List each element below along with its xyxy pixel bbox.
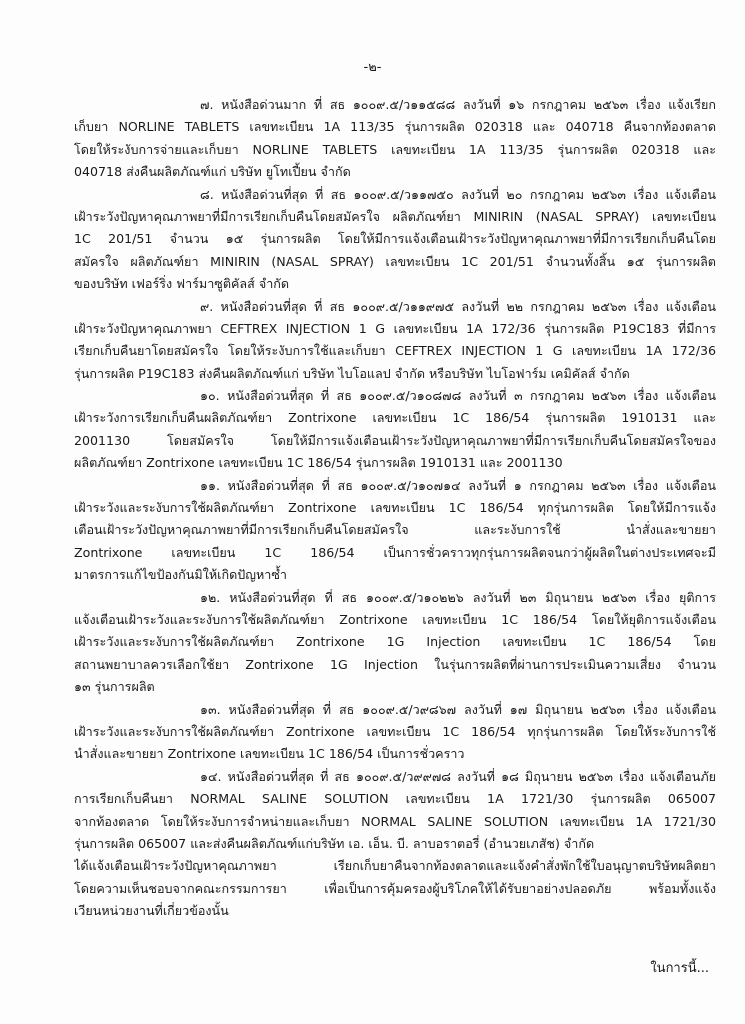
paragraph-line: จากท้องตลาด โดยให้ระงับการจำหน่ายและเก็บยา NORMAL SALINE SOLUTION เลขทะเบียน 1A 1721/30: [74, 813, 716, 829]
paragraph-line: แจ้งเตือนเฝ้าระวังและระงับการใช้ผลิตภัณฑ์ยา Zontrixone เลขทะเบียน 1C 186/54 โดยให้ยุติการแจ้งเตือน: [74, 611, 716, 627]
paragraph-line: เฝ้าระวังปัญหาคุณภาพยาที่มีการเรียกเก็บคืนโดยสมัครใจ ผลิตภัณฑ์ยา MINIRIN (NASAL SPRAY) เลขทะเบียน: [74, 208, 716, 224]
paragraph-line: นำสั่งและขายยา Zontrixone เลขทะเบียน 1C 186/54 เป็นการชั่วคราว: [74, 746, 465, 762]
paragraph: [74, 296, 716, 386]
paragraph: [74, 94, 716, 184]
paragraph-line: 1C 201/51 จำนวน ๑๕ รุ่นการผลิต โดยให้มีการแจ้งเตือนเฝ้าระวังปัญหาคุณภาพยาที่มีการเรียกเก็บคืนโดย: [74, 231, 716, 247]
paragraph-line: เก็บยา NORLINE TABLETS เลขทะเบียน 1A 113/35 รุ่นการผลิต 020318 และ 040718 คืนจากท้องตลาด: [74, 119, 716, 135]
paragraph-line: การเรียกเก็บคืนยา NORMAL SALINE SOLUTION เลขทะเบียน 1A 1721/30 รุ่นการผลิต 065007: [74, 791, 716, 807]
paragraph-line: 2001130 โดยสมัครใจ โดยให้มีการแจ้งเตือนเฝ้าระวังปัญหาคุณภาพยาที่มีการเรียกเก็บคืนโดยสมัครใจของ: [74, 432, 716, 448]
page-number: -๒-: [363, 60, 382, 75]
paragraph-line: ๑๑. หนังสือด่วนที่สุด ที่ สธ ๑๐๐๙.๕/ว๑๐๗๑๔ ลงวันที่ ๑ กรกฎาคม ๒๕๖๓ เรื่อง แจ้งเตือน: [200, 477, 716, 493]
paragraph-line: ๗. หนังสือด่วนมาก ที่ สธ ๑๐๐๙.๕/ว๑๑๕๘๘ ลงวันที่ ๑๖ กรกฎาคม ๒๕๖๓ เรื่อง แจ้งเรียก: [200, 97, 716, 112]
paragraph-line: ๙. หนังสือด่วนที่สุด ที่ สธ ๑๐๐๙.๕/ว๑๑๙๗๕ ลงวันที่ ๒๒ กรกฎาคม ๒๕๖๓ เรื่อง แจ้งเตือน: [200, 298, 716, 314]
paragraph: [74, 184, 716, 296]
paragraph-line: 040718 ส่งคืนผลิตภัณฑ์แก่ บริษัท ยูโทเปี้ยน จำกัด: [74, 164, 351, 180]
paragraph-line: เวียนหน่วยงานที่เกี่ยวข้องนั้น: [74, 903, 229, 919]
paragraph-line: ๑๔. หนังสือด่วนที่สุด ที่ สธ ๑๐๐๙.๕/ว๙๙๗๘ ลงวันที่ ๑๘ มิถุนายน ๒๕๖๓ เรื่อง แจ้งเตือนภัย: [200, 768, 716, 784]
paragraph-line: ผลิตภัณฑ์ยา Zontrixone เลขทะเบียน 1C 186/54 รุ่นการผลิต 1910131 และ 2001130: [74, 455, 563, 471]
paragraph-line: ๑๐. หนังสือด่วนที่สุด ที่ สธ ๑๐๐๙.๕/ว๑๐๘๗๘ ลงวันที่ ๓ กรกฎาคม ๒๕๖๓ เรื่อง แจ้งเตือน: [200, 388, 716, 404]
paragraph-line: ได้แจ้งเตือนเฝ้าระวังปัญหาคุณภาพยา เรียกเก็บยาคืนจากท้องตลาดและแจ้งคำสั่งพักใช้ใบอนุญาตบริษัทผลิตยา: [74, 858, 716, 874]
paragraph: [74, 385, 716, 475]
paragraph-line: มาตรการแก้ไขป้องกันมิให้เกิดปัญหาซ้ำ: [74, 567, 287, 583]
paragraph-line: ๑๓. หนังสือด่วนที่สุด ที่ สธ ๑๐๐๙.๕/ว๙๘๖๗ ลงวันที่ ๑๗ มิถุนายน ๒๕๖๓ เรื่อง แจ้งเตือน: [200, 701, 716, 717]
paragraph-line: ๑๒. หนังสือด่วนที่สุด ที่ สธ ๑๐๐๙.๕/ว๑๐๒๒๖ ลงวันที่ ๒๓ มิถุนายน ๒๕๖๓ เรื่อง ยุติการ: [200, 589, 716, 605]
paragraph: [74, 587, 716, 699]
paragraph-line: เฝ้าระวังและระงับการใช้ผลิตภัณฑ์ยา Zontrixone เลขทะเบียน 1C 186/54 ทุกรุ่นการผลิต โดยให้มีการแจ้ง: [74, 500, 716, 516]
paragraph: [74, 766, 716, 856]
paragraph-line: เฝ้าระวังการเรียกเก็บคืนผลิตภัณฑ์ยา Zontrixone เลขทะเบียน 1C 186/54 รุ่นการผลิต 1910131 และ: [74, 410, 716, 426]
closing-text: ในการนี้...: [650, 961, 709, 976]
paragraph-line: สถานพยาบาลควรเลือกใช้ยา Zontrixone 1G Injection ในรุ่นการผลิตที่ผ่านการประเมินความเสี่ยง จำนวน: [74, 656, 716, 672]
paragraph-line: ๑๓ รุ่นการผลิต: [74, 679, 155, 695]
paragraph-line: รุ่นการผลิต P19C183 ส่งคืนผลิตภัณฑ์แก่ บริษัท ไบโอแลป จำกัด หรือบริษัท ไบโอฟาร์ม เคมิคัลส์ จำกัด: [74, 365, 630, 381]
paragraph-line: รุ่นการผลิต 065007 และส่งคืนผลิตภัณฑ์แก่บริษัท เอ. เอ็น. บี. ลาบอราตอรี่ (อำนวยเภสัช) จำกัด: [74, 835, 595, 851]
paragraph: [74, 475, 716, 587]
paragraph-line: ๘. หนังสือด่วนที่สุด ที่ สธ ๑๐๐๙.๕/ว๑๑๗๕๐ ลงวันที่ ๒๐ กรกฎาคม ๒๕๖๓ เรื่อง แจ้งเตือน: [200, 186, 716, 202]
paragraph-line: เตือนเฝ้าระวังปัญหาคุณภาพยาที่มีการเรียกเก็บคืนโดยสมัครใจ และระงับการใช้ นำสั่งและขายยา: [74, 522, 716, 538]
paragraph: [74, 699, 716, 766]
paragraph-line: Zontrixone เลขทะเบียน 1C 186/54 เป็นการชั่วคราวทุกรุ่นการผลิตจนกว่าผู้ผลิตในต่างประเทศจะมี: [74, 544, 716, 560]
paragraph-line: โดยให้ระงับการจ่ายและเก็บยา NORLINE TABLETS เลขทะเบียน 1A 113/35 รุ่นการผลิต 020318 และ: [74, 141, 716, 157]
paragraph-line: เฝ้าระวังและระงับการใช้ผลิตภัณฑ์ยา Zontrixone 1G Injection เลขทะเบียน 1C 186/54 โดย: [74, 634, 716, 650]
document-body: [74, 94, 716, 922]
paragraph-line: เฝ้าระวังปัญหาคุณภาพยา CEFTREX INJECTION 1 G เลขทะเบียน 1A 172/36 รุ่นการผลิต P19C183 ที่มีการ: [74, 320, 716, 336]
paragraph-line: ของบริษัท เฟอร์ริ่ง ฟาร์มาซูติคัลส์ จำกัด: [74, 276, 290, 292]
paragraph: [74, 855, 716, 922]
paragraph-line: เฝ้าระวังและระงับการใช้ผลิตภัณฑ์ยา Zontrixone เลขทะเบียน 1C 186/54 ทุกรุ่นการผลิต โดยให้ระงับการใช้: [74, 723, 716, 739]
paragraph-line: เรียกเก็บคืนยาโดยสมัครใจ โดยให้ระงับการใช้และเก็บยา CEFTREX INJECTION 1 G เลขทะเบียน 1A 172/36: [74, 343, 716, 359]
paragraph-line: สมัครใจ ผลิตภัณฑ์ยา MINIRIN (NASAL SPRAY) เลขทะเบียน 1C 201/51 จำนวนทั้งสิ้น ๑๕ รุ่นการผลิต: [74, 253, 716, 269]
paragraph-line: โดยความเห็นชอบจากคณะกรรมการยา เพื่อเป็นการคุ้มครองผู้บริโภคให้ได้รับยาอย่างปลอดภัย พร้อมทั้งแจ้ง: [74, 880, 716, 896]
